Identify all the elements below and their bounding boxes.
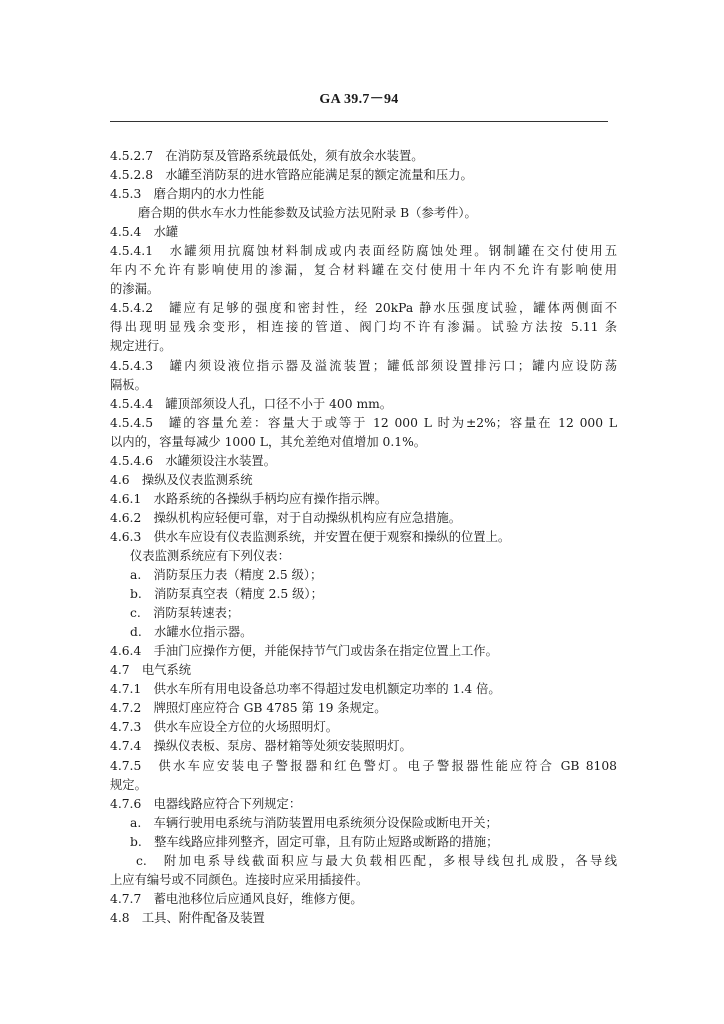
text-line: d. 水罐水位指示器。 (130, 625, 253, 640)
text-line: c. 附加电系导线截面积应与最大负载相匹配，多根导线包扎成股，各导线 (136, 853, 617, 868)
text-line: 4.5.4.5 罐的容量允差：容量大于或等于 12 000 L 时为±2%；容量在 12 000 L (110, 415, 617, 430)
text-line: 4.6.1 水路系统的各操纵手柄均应有操作指示牌。 (110, 491, 388, 506)
text-line: 年内不允许有影响使用的渗漏，复合材料罐在交付使用十年内不允许有影响使用 (110, 263, 617, 278)
text-line: a. 车辆行驶用电系统与消防装置用电系统须分设保险或断电开关； (130, 815, 498, 830)
text-line: 4.6 操纵及仪表监测系统 (110, 472, 253, 487)
text-line: 4.5.2.8 水罐至消防泵的进水管路应能满足泵的额定流量和压力。 (110, 168, 473, 183)
text-line: 磨合期的供水车水力性能参数及试验方法见附录 B（参考件）。 (138, 206, 477, 221)
text-line: 隔板。 (110, 377, 147, 392)
text-line: 的渗漏。 (110, 282, 160, 297)
header-divider (110, 121, 608, 122)
text-line: a. 消防泵压力表（精度 2.5 级）； (130, 568, 323, 583)
text-line: 4.5.4 水罐 (110, 225, 179, 240)
text-line: 4.7 电气系统 (110, 663, 192, 678)
text-line: 得出现明显残余变形，相连接的管道、阀门均不许有渗漏。试验方法按 5.11 条 (110, 320, 617, 335)
text-line: 4.7.5 供水车应安装电子警报器和红色警灯。电子警报器性能应符合 GB 8108 (110, 758, 617, 773)
text-line: 4.5.4.2 罐应有足够的强度和密封性，经 20kPa 静水压强度试验，罐体两侧面不 (110, 301, 617, 316)
text-line: 4.7.1 供水车所有用电设备总功率不得超过发电机额定功率的 1.4 倍。 (110, 682, 501, 697)
text-line: b. 消防泵真空表（精度 2.5 级）； (130, 587, 323, 602)
text-line: 4.7.4 操纵仪表板、泵房、器材箱等处须安装照明灯。 (110, 739, 412, 754)
text-line: 仪表监测系统应有下列仪表： (130, 548, 290, 563)
text-line: 4.7.2 牌照灯座应符合 GB 4785 第 19 条规定。 (110, 701, 387, 716)
text-line: 4.5.2.7 在消防泵及管路系统最低处，须有放余水装置。 (110, 149, 424, 163)
text-line: 4.7.7 蓄电池移位后应通风良好，维修方便。 (110, 891, 363, 906)
text-line: 4.6.2 操纵机构应轻便可靠，对于自动操纵机构应有应急措施。 (110, 510, 462, 525)
text-line: 4.6.3 供水车应设有仪表监测系统，并安置在便于观察和操纵的位置上。 (110, 529, 511, 544)
text-line: 规定进行。 (110, 339, 172, 354)
text-line: 4.5.4.6 水罐须设注水装置。 (110, 453, 276, 468)
text-line: 4.7.6 电器线路应符合下列规定： (110, 796, 302, 811)
document-code-header: GA 39.7－94 (319, 92, 399, 107)
text-line: 4.5.3 磨合期内的水力性能 (110, 187, 265, 202)
text-line: b. 整车线路应排列整齐，固定可靠，且有防止短路或断路的措施； (130, 834, 499, 849)
text-line: 规定。 (110, 777, 147, 792)
document-body (110, 147, 617, 928)
text-line: 4.7.3 供水车应设全方位的火场照明灯。 (110, 720, 339, 735)
text-line: c. 消防泵转速表； (130, 606, 240, 621)
text-line: 4.6.4 手油门应操作方便，并能保持节气门或齿条在指定位置上工作。 (110, 644, 498, 659)
text-line: 上应有编号或不同颜色。连接时应采用插接件。 (110, 872, 369, 887)
text-line: 4.5.4.3 罐内须设液位指示器及溢流装置；罐低部须设置排污口；罐内应设防荡 (110, 358, 617, 373)
text-line: 4.8 工具、附件配备及装置 (110, 910, 265, 925)
text-line: 以内的，容量每减少 1000 L，其允差绝对值增加 0.1%。 (110, 434, 427, 449)
text-line: 4.5.4.4 罐顶部须设人孔，口径不小于 400 mm。 (110, 396, 393, 411)
text-line: 4.5.4.1 水罐须用抗腐蚀材料制成或内表面经防腐蚀处理。钢制罐在交付使用五 (110, 244, 617, 259)
